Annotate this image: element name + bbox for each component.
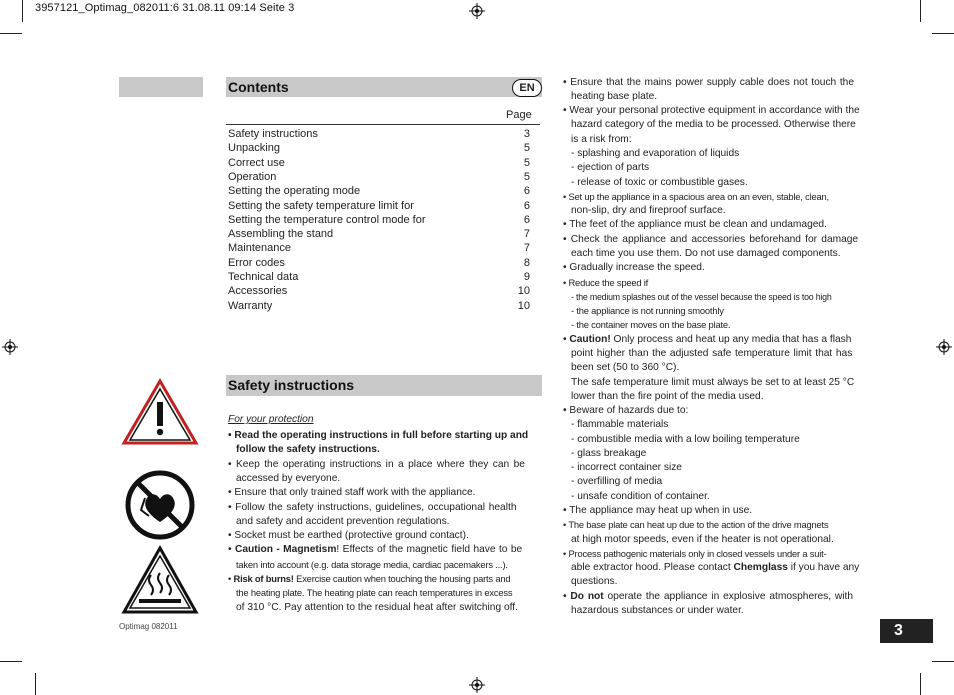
toc-item[interactable]: Safety instructions 3 (228, 128, 530, 140)
toc-item[interactable]: Assembling the stand 7 (228, 228, 530, 240)
registration-mark-icon (469, 3, 485, 19)
toc-item[interactable]: Setting the safety temperature limit for 6 (228, 200, 530, 212)
safety-subtitle: For your protection (228, 414, 314, 425)
right-line: • Do not operate the appliance in explosive atmospheres, with (563, 591, 854, 602)
toc-item[interactable]: Correct use 5 (228, 157, 530, 169)
crop-mark (22, 0, 23, 22)
safety-bullet: accessed by everyone. (236, 473, 341, 484)
right-line: is a risk from: (571, 134, 632, 145)
toc-item[interactable]: Operation 5 (228, 171, 530, 183)
right-line: - unsafe condition of container. (571, 491, 710, 502)
page-number: 3 (880, 619, 933, 643)
right-line: - ejection of parts (571, 162, 650, 173)
safety-bullet: and safety and accident prevention regulations. (236, 516, 450, 527)
right-line: • Process pathogenic materials only in closed vessels under a suit- (563, 548, 827, 559)
contents-rule (226, 124, 540, 125)
right-line: non-slip, dry and fireproof surface. (571, 205, 726, 216)
right-line: - splashing and evaporation of liquids (571, 148, 740, 159)
safety-bullet: follow the safety instructions. (236, 444, 380, 455)
right-line: • Beware of hazards due to: (563, 405, 689, 416)
toc-item[interactable]: Warranty 10 (228, 300, 530, 312)
toc-item[interactable]: Setting the operating mode 6 (228, 185, 530, 197)
right-line: each time you use them. Do not use damaged components. (571, 248, 841, 259)
crop-mark (932, 661, 954, 662)
right-line: point higher than the adjusted safe temperature limit that has (571, 348, 853, 359)
right-line: lower than the fire point of the media used. (571, 391, 764, 402)
right-line: - the container moves on the base plate. (571, 319, 731, 330)
toc-item[interactable]: Setting the temperature control mode for 6 (228, 214, 530, 226)
toc-item[interactable]: Maintenance 7 (228, 242, 530, 254)
safety-bullet: • Follow the safety instructions, guidelines, occupational health (228, 502, 517, 513)
crop-mark (932, 33, 954, 34)
right-line: • Caution! Only process and heat up any media that has a flash (563, 334, 852, 345)
safety-bullet: the heating plate. The heating plate can reach temperatures in excess (236, 587, 513, 598)
registration-mark-icon (2, 339, 18, 355)
right-line: - flammable materials (571, 419, 669, 430)
crop-mark (920, 0, 921, 22)
toc-item[interactable]: Unpacking 5 (228, 142, 530, 154)
no-pacemaker-icon (125, 470, 195, 540)
right-line: questions. (571, 576, 618, 587)
safety-bullet: • Risk of burns! Exercise caution when touching the housing parts and (228, 573, 511, 584)
right-line: - glass breakage (571, 448, 647, 459)
right-line: • Check the appliance and accessories beforehand for damage (563, 234, 859, 245)
right-line: - the appliance is not running smoothly (571, 305, 724, 316)
right-line: hazardous substances or under water. (571, 605, 744, 616)
right-line: - the medium splashes out of the vessel because the speed is too high (571, 292, 832, 302)
right-line: • Reduce the speed if (563, 277, 649, 288)
print-file-line: 3957121_Optimag_082011:6 31.08.11 09:14 Seite 3 (35, 2, 295, 14)
right-line: • The feet of the appliance must be clean and undamaged. (563, 219, 827, 230)
safety-bullet: • Socket must be earthed (protective ground contact). (228, 530, 469, 541)
side-bar (119, 77, 203, 97)
right-line: • Wear your personal protective equipment in accordance with the (563, 105, 860, 116)
contents-title: Contents (228, 79, 289, 95)
footer-code: Optimag 082011 (119, 622, 178, 631)
language-badge: EN (512, 79, 542, 97)
hot-surface-icon (121, 545, 199, 615)
right-line: - overfilling of media (571, 476, 663, 487)
right-line: • The base plate can heat up due to the action of the drive magnets (563, 519, 829, 530)
toc-item[interactable]: Error codes 8 (228, 257, 530, 269)
page-column-label: Page (506, 109, 532, 121)
right-line: - incorrect container size (571, 462, 682, 473)
warning-triangle-icon (121, 378, 199, 446)
right-line: able extractor hood. Please contact Chemglass if you have any (571, 562, 860, 573)
crop-mark (920, 673, 921, 695)
right-line: • Set up the appliance in a spacious area on an even, stable, clean, (563, 191, 829, 202)
right-line: - combustible media with a low boiling temperature (571, 434, 800, 445)
right-line: at high motor speeds, even if the heater is not operational. (571, 534, 834, 545)
right-line: hazard category of the media to be processed. Otherwise there (571, 119, 856, 130)
safety-bullet: • Caution - Magnetism! Effects of the magnetic field have to be (228, 544, 523, 555)
right-line: heating base plate. (571, 91, 658, 102)
crop-mark (35, 673, 36, 695)
right-line: • Ensure that the mains power supply cable does not touch the (563, 77, 854, 88)
right-line: - release of toxic or combustible gases. (571, 177, 748, 188)
registration-mark-icon (469, 677, 485, 693)
right-line: been set (50 to 360 °C). (571, 362, 680, 373)
crop-mark (0, 33, 22, 34)
safety-bullet: • Read the operating instructions in full before starting up and (228, 430, 529, 441)
right-line: • Gradually increase the speed. (563, 262, 705, 273)
safety-bullet: of 310 °C. Pay attention to the residual heat after switching off. (236, 602, 518, 613)
registration-mark-icon (936, 339, 952, 355)
right-line: The safe temperature limit must always be set to at least 25 °C (571, 377, 855, 388)
safety-bullet: • Keep the operating instructions in a place where they can be (228, 459, 525, 470)
toc-item[interactable]: Technical data 9 (228, 271, 530, 283)
toc-item[interactable]: Accessories 10 (228, 285, 530, 297)
crop-mark (0, 661, 22, 662)
right-line: • The appliance may heat up when in use. (563, 505, 753, 516)
safety-title: Safety instructions (228, 377, 355, 393)
safety-bullet: • Ensure that only trained staff work with the appliance. (228, 487, 476, 498)
safety-bullet: taken into account (e.g. data storage media, cardiac pacemakers ...). (236, 559, 508, 570)
